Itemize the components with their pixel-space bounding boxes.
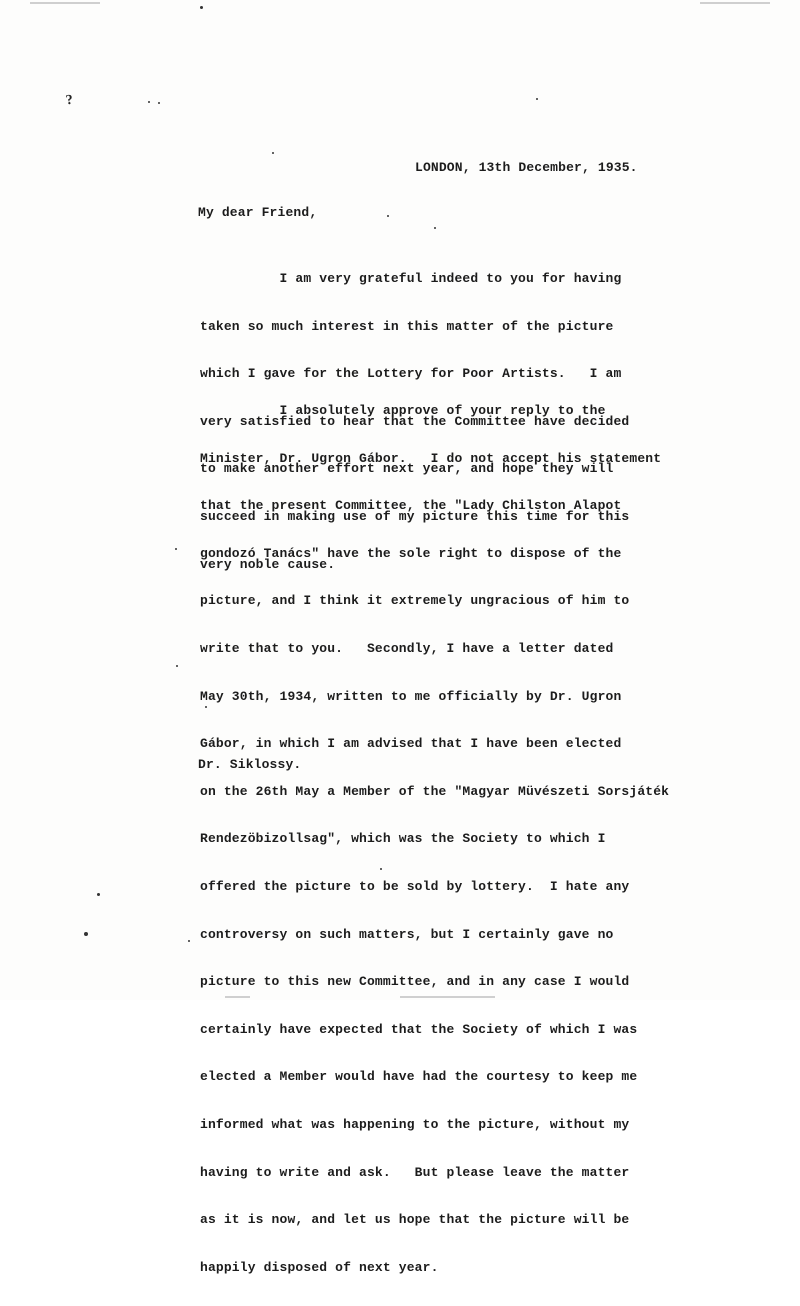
paragraph-line: I am very grateful indeed to you for having — [200, 271, 622, 286]
letter-salutation: My dear Friend, — [198, 205, 318, 220]
paragraph-line: gondozó Tanács" have the sole right to dispose of the — [200, 545, 622, 561]
letter-paragraph-2 — [200, 372, 669, 1306]
letter-dateline: LONDON, 13th December, 1935. — [415, 160, 638, 175]
scan-speck — [148, 101, 150, 103]
scan-speck — [188, 940, 190, 942]
scan-speck — [434, 227, 436, 229]
paragraph-line: elected a Member would have had the courtesy to keep me — [200, 1069, 638, 1085]
scan-speck — [84, 932, 88, 936]
scan-edge-mark — [700, 2, 770, 4]
scan-speck — [176, 665, 178, 667]
margin-pencil-mark: ? — [64, 92, 74, 109]
paragraph-line: picture to this new Committee, and in any case I would — [200, 974, 630, 990]
paragraph-line: on the 26th May a Member of the "Magyar Müvészeti Sorsjáték — [200, 783, 670, 799]
paragraph-line: taken so much interest in this matter of the picture — [200, 318, 614, 334]
paragraph-line: succeed in making use of my picture this time for this — [200, 508, 630, 524]
scan-speck — [97, 893, 100, 896]
scan-speck — [380, 868, 382, 870]
scan-speck — [387, 215, 389, 217]
paragraph-line: having to write and ask. But please leave the matter — [200, 1164, 630, 1180]
scan-edge-mark — [30, 2, 100, 4]
paragraph-line: certainly have expected that the Society of which I was — [200, 1021, 638, 1037]
paragraph-line: write that to you. Secondly, I have a letter dated — [200, 640, 614, 656]
paragraph-line: I absolutely approve of your reply to the — [200, 403, 606, 418]
paragraph-line: to make another effort next year, and hope they will — [200, 461, 614, 477]
paragraph-line: picture, and I think it extremely ungracious of him to — [200, 593, 630, 609]
scan-speck — [200, 6, 203, 9]
paragraph-line: Minister, Dr. Ugron Gábor. I do not accept his statement — [200, 450, 662, 466]
paragraph-line: controversy on such matters, but I certainly gave no — [200, 926, 614, 942]
scan-speck — [272, 152, 274, 154]
paragraph-line: happily disposed of next year. — [200, 1259, 439, 1275]
paragraph-line: Rendezöbizollsag", which was the Society to which I — [200, 831, 606, 847]
paragraph-line: informed what was happening to the picture, without my — [200, 1116, 630, 1132]
paragraph-line: very satisfied to hear that the Committee have decided — [200, 413, 630, 429]
scan-speck — [205, 706, 207, 708]
scan-speck — [536, 98, 538, 100]
paragraph-line: very noble cause. — [200, 556, 336, 572]
scan-speck — [158, 102, 160, 104]
paragraph-line: May 30th, 1934, written to me officially by Dr. Ugron — [200, 688, 622, 704]
paragraph-line: which I gave for the Lottery for Poor Artists. I am — [200, 366, 622, 382]
paragraph-line: Gábor, in which I am advised that I have been elected — [200, 736, 622, 752]
letter-recipient: Dr. Siklossy. — [198, 757, 302, 772]
paragraph-line: that the present Committee, the "Lady Chilston Alapot — [200, 498, 622, 514]
scan-speck — [175, 548, 177, 550]
paragraph-line: offered the picture to be sold by lottery. I hate any — [200, 878, 630, 894]
paragraph-line: as it is now, and let us hope that the picture will be — [200, 1212, 630, 1228]
